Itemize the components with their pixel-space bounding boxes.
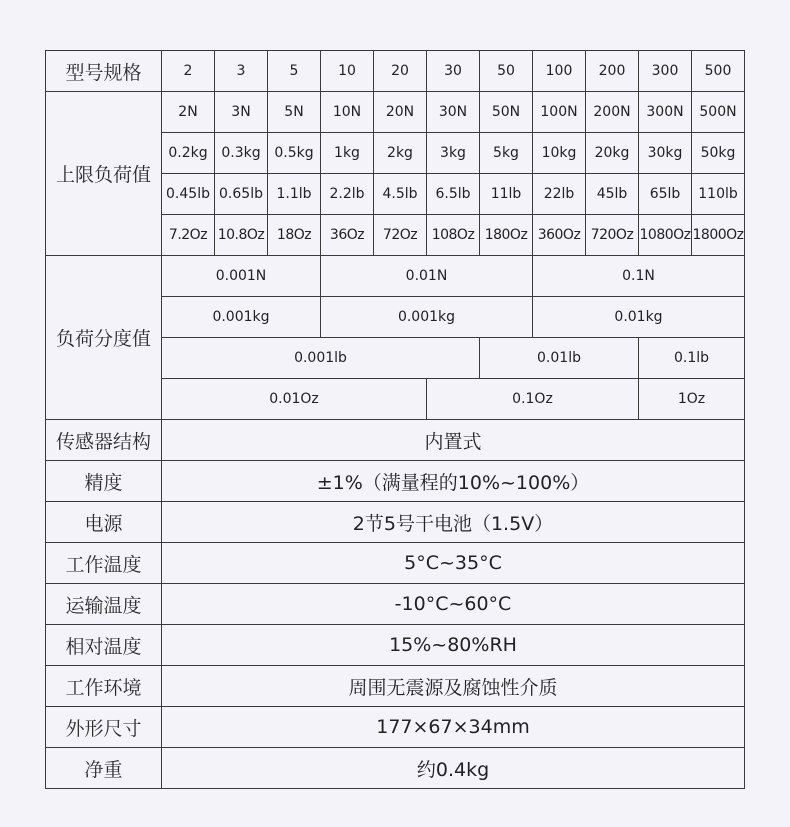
resolution-cell: 0.1Oz <box>427 379 639 420</box>
max-load-cell: 10N <box>321 92 374 133</box>
max-load-cell: 72Oz <box>374 215 427 256</box>
spec-value: 内置式 <box>162 420 745 461</box>
max-load-cell: 0.65lb <box>215 174 268 215</box>
spec-label: 净重 <box>46 748 162 789</box>
model-cell: 100 <box>533 51 586 92</box>
model-cell: 20 <box>374 51 427 92</box>
spec-value: ±1%（满量程的10%~100%） <box>162 461 745 502</box>
spec-table <box>45 50 745 789</box>
model-cell: 3 <box>215 51 268 92</box>
resolution-cell: 0.01N <box>321 256 533 297</box>
spec-row <box>46 584 745 625</box>
max-load-cell: 300N <box>639 92 692 133</box>
max-load-cell: 180Oz <box>480 215 533 256</box>
max-load-cell: 4.5lb <box>374 174 427 215</box>
max-load-cell: 11lb <box>480 174 533 215</box>
model-cell: 5 <box>268 51 321 92</box>
model-cell: 30 <box>427 51 480 92</box>
model-cell: 2 <box>162 51 215 92</box>
resolution-cell: 0.01kg <box>533 297 745 338</box>
max-load-cell: 200N <box>586 92 639 133</box>
max-load-cell: 2N <box>162 92 215 133</box>
max-load-cell: 108Oz <box>427 215 480 256</box>
max-load-cell: 1800Oz <box>692 215 745 256</box>
max-load-cell: 360Oz <box>533 215 586 256</box>
max-load-cell: 22lb <box>533 174 586 215</box>
resolution-cell: 0.1lb <box>639 338 745 379</box>
spec-value: 2节5号干电池（1.5V） <box>162 502 745 543</box>
max-load-cell: 65lb <box>639 174 692 215</box>
max-load-cell: 0.3kg <box>215 133 268 174</box>
model-cell: 10 <box>321 51 374 92</box>
max-load-cell: 45lb <box>586 174 639 215</box>
resolution-label: 负荷分度值 <box>46 256 162 420</box>
max-load-cell: 100N <box>533 92 586 133</box>
max-load-label: 上限负荷值 <box>46 92 162 256</box>
max-load-cell: 50N <box>480 92 533 133</box>
model-label: 型号规格 <box>46 51 162 92</box>
spec-label: 运输温度 <box>46 584 162 625</box>
model-cell: 300 <box>639 51 692 92</box>
spec-row <box>46 420 745 461</box>
max-load-cell: 30kg <box>639 133 692 174</box>
max-load-newton-row <box>46 92 745 133</box>
model-cell: 50 <box>480 51 533 92</box>
max-load-cell: 2kg <box>374 133 427 174</box>
spec-value: 周围无震源及腐蚀性介质 <box>162 666 745 707</box>
max-load-cell: 10kg <box>533 133 586 174</box>
spec-label: 电源 <box>46 502 162 543</box>
spec-label: 精度 <box>46 461 162 502</box>
max-load-cell: 3N <box>215 92 268 133</box>
resolution-newton-row <box>46 256 745 297</box>
spec-row <box>46 461 745 502</box>
resolution-cell: 0.001lb <box>162 338 480 379</box>
spec-label: 工作环境 <box>46 666 162 707</box>
spec-label: 外形尺寸 <box>46 707 162 748</box>
max-load-cell: 0.45lb <box>162 174 215 215</box>
max-load-cell: 720Oz <box>586 215 639 256</box>
spec-value: 约0.4kg <box>162 748 745 789</box>
model-row <box>46 51 745 92</box>
spec-row <box>46 625 745 666</box>
max-load-cell: 10.8Oz <box>215 215 268 256</box>
max-load-cell: 20N <box>374 92 427 133</box>
spec-value: 5°C~35°C <box>162 543 745 584</box>
max-load-cell: 50kg <box>692 133 745 174</box>
max-load-cell: 0.2kg <box>162 133 215 174</box>
spec-value: -10°C~60°C <box>162 584 745 625</box>
max-load-cell: 30N <box>427 92 480 133</box>
max-load-cell: 6.5lb <box>427 174 480 215</box>
spec-row <box>46 502 745 543</box>
max-load-cell: 1kg <box>321 133 374 174</box>
resolution-cell: 0.001N <box>162 256 321 297</box>
spec-label: 工作温度 <box>46 543 162 584</box>
max-load-cell: 1080Oz <box>639 215 692 256</box>
spec-row <box>46 707 745 748</box>
spec-value: 15%~80%RH <box>162 625 745 666</box>
model-cell: 200 <box>586 51 639 92</box>
max-load-cell: 5kg <box>480 133 533 174</box>
max-load-cell: 3kg <box>427 133 480 174</box>
model-cell: 500 <box>692 51 745 92</box>
max-load-cell: 110lb <box>692 174 745 215</box>
resolution-cell: 0.001kg <box>162 297 321 338</box>
resolution-cell: 0.01Oz <box>162 379 427 420</box>
max-load-cell: 2.2lb <box>321 174 374 215</box>
spec-value: 177×67×34mm <box>162 707 745 748</box>
spec-row <box>46 748 745 789</box>
max-load-cell: 500N <box>692 92 745 133</box>
spec-label: 传感器结构 <box>46 420 162 461</box>
max-load-cell: 20kg <box>586 133 639 174</box>
spec-label: 相对温度 <box>46 625 162 666</box>
resolution-cell: 0.1N <box>533 256 745 297</box>
resolution-cell: 0.01lb <box>480 338 639 379</box>
max-load-cell: 18Oz <box>268 215 321 256</box>
max-load-cell: 1.1lb <box>268 174 321 215</box>
max-load-cell: 0.5kg <box>268 133 321 174</box>
max-load-cell: 7.2Oz <box>162 215 215 256</box>
resolution-cell: 1Oz <box>639 379 745 420</box>
resolution-cell: 0.001kg <box>321 297 533 338</box>
max-load-cell: 5N <box>268 92 321 133</box>
spec-row <box>46 543 745 584</box>
spec-row <box>46 666 745 707</box>
max-load-cell: 36Oz <box>321 215 374 256</box>
